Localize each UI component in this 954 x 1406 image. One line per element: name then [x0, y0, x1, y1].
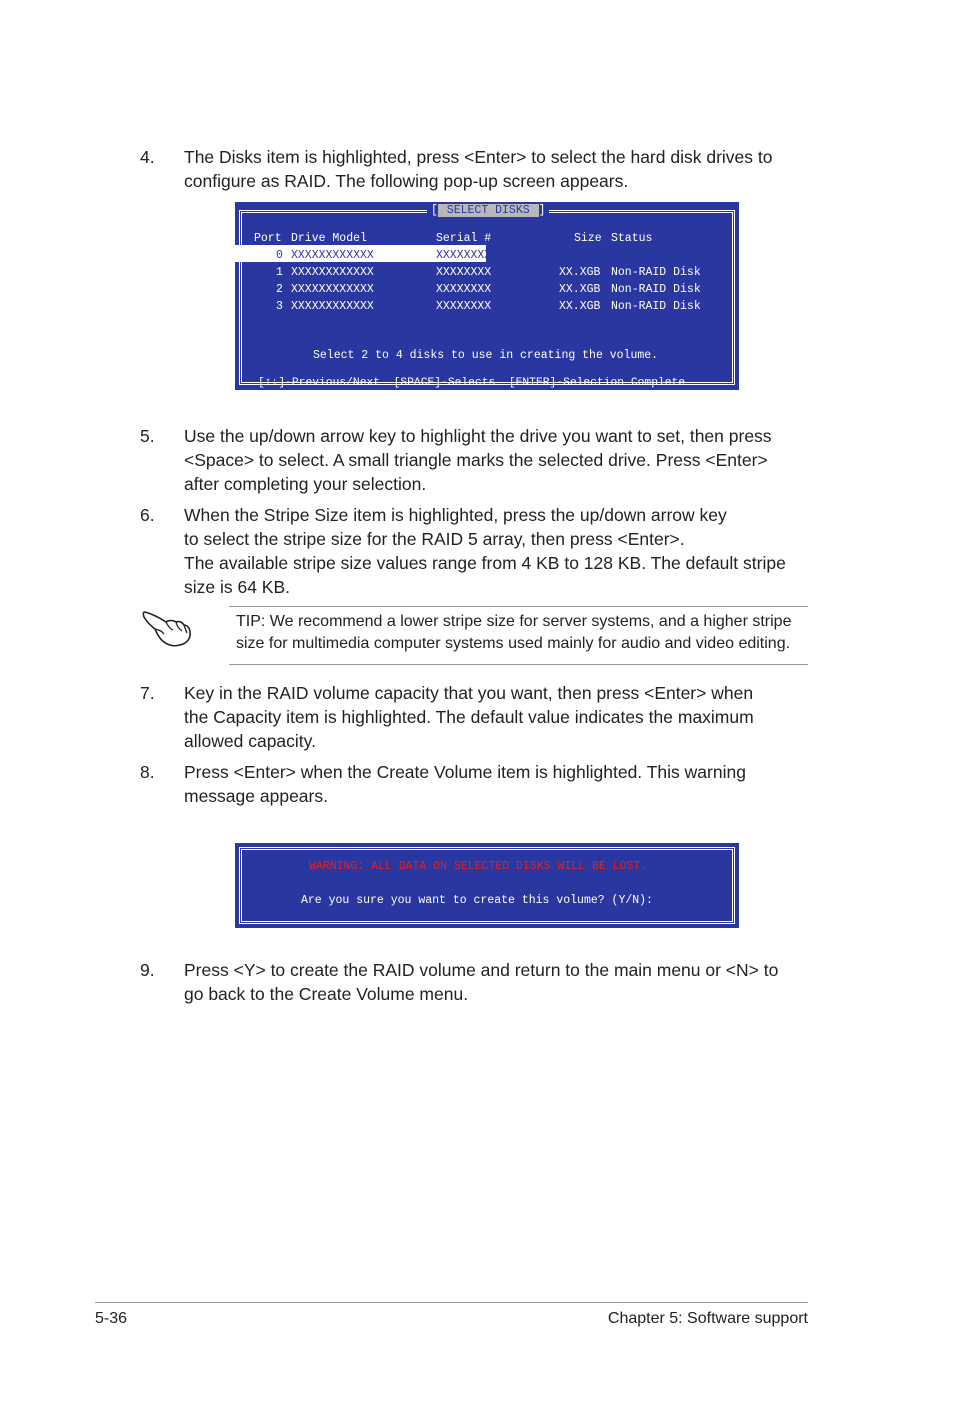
- row-1-model[interactable]: XXXXXXXXXXXX: [291, 266, 374, 279]
- row-0-model[interactable]: XXXXXXXXXXXX: [291, 249, 374, 262]
- step-text: [184, 145, 820, 193]
- row-1-size[interactable]: XX.XGB: [559, 266, 601, 279]
- text-line: after completing your selection.: [184, 474, 427, 494]
- key-help-bar: [↑↓]-Previous/Next [SPACE]-Selects [ENTER]-Selection Complete: [258, 377, 686, 389]
- row-1-serial[interactable]: XXXXXXXX: [436, 266, 492, 279]
- pointing-hand-icon: [142, 604, 194, 648]
- warning-screen: [235, 843, 739, 928]
- row-0-serial[interactable]: XXXXXXXX: [436, 249, 492, 262]
- header-port: Port: [254, 232, 282, 245]
- row-1-status[interactable]: Non-RAID Disk: [611, 266, 701, 279]
- text-line: size for multimedia computer systems used mainly for audio and video editing.: [236, 635, 791, 652]
- text-line: Key in the RAID volume capacity that you want, then press <Enter> when: [184, 683, 754, 703]
- confirm-prompt[interactable]: Are you sure you want to create this volume? (Y/N):: [301, 894, 653, 907]
- text-line: Press <Enter> when the Create Volume item is highlighted. This warning: [184, 762, 746, 782]
- step-number: 8.: [140, 762, 155, 782]
- row-2-size[interactable]: XX.XGB: [559, 283, 601, 296]
- row-3-size[interactable]: XX.XGB: [559, 300, 601, 313]
- header-serial: Serial #: [436, 232, 492, 245]
- row-3-serial[interactable]: XXXXXXXX: [436, 300, 492, 313]
- text-line: message appears.: [184, 786, 328, 806]
- step-number: 6.: [140, 505, 155, 525]
- tip-bottom-rule: [229, 664, 808, 665]
- page-number: 5-36: [95, 1310, 128, 1327]
- row-3-status[interactable]: Non-RAID Disk: [611, 300, 701, 313]
- header-status: Status: [611, 232, 653, 245]
- row-3-model[interactable]: XXXXXXXXXXXX: [291, 300, 374, 313]
- text-line: Use the up/down arrow key to highlight the drive you want to set, then press: [184, 426, 772, 446]
- text-line: TIP: We recommend a lower stripe size for server systems, and a higher stripe: [236, 613, 792, 630]
- step-text: [184, 503, 820, 599]
- text-line: The Disks item is highlighted, press <Enter> to select the hard disk drives to: [184, 147, 773, 167]
- chapter-title: Chapter 5: Software support: [607, 1310, 808, 1327]
- row-2-status[interactable]: Non-RAID Disk: [611, 283, 701, 296]
- screen-frame: [239, 847, 735, 924]
- tip-top-rule: [229, 606, 808, 607]
- row-0-size[interactable]: XX.XGB: [559, 249, 601, 262]
- text-line: When the Stripe Size item is highlighted, press the up/down arrow key: [184, 505, 727, 525]
- text-line: go back to the Create Volume menu.: [184, 984, 469, 1004]
- row-2-port[interactable]: 2: [276, 283, 283, 296]
- row-0-status[interactable]: Non-RAID Disk: [611, 249, 701, 262]
- footer-rule: [95, 1302, 808, 1303]
- header-size: Size: [574, 232, 602, 245]
- text-line: <Space> to select. A small triangle marks the selected drive. Press <Enter>: [184, 450, 768, 470]
- step-number: 7.: [140, 683, 155, 703]
- header-model: Drive Model: [291, 232, 367, 245]
- hint-text: Select 2 to 4 disks to use in creating the volume.: [313, 349, 659, 362]
- row-0-port[interactable]: 0: [276, 249, 283, 262]
- row-2-model[interactable]: XXXXXXXXXXXX: [291, 283, 374, 296]
- warning-message: WARNING: ALL DATA ON SELECTED DISKS WILL BE LOST.: [309, 860, 648, 873]
- step-text: [184, 958, 820, 1006]
- text-line: size is 64 KB.: [184, 577, 291, 597]
- tip-text: [236, 611, 811, 655]
- step-text: [184, 424, 820, 496]
- step-number: 9.: [140, 960, 155, 980]
- row-1-port[interactable]: 1: [276, 266, 283, 279]
- row-3-port[interactable]: 3: [276, 300, 283, 313]
- step-number: 4.: [140, 147, 155, 167]
- highlighted-row-bar[interactable]: [18, 245, 486, 262]
- row-2-serial[interactable]: XXXXXXXX: [436, 283, 492, 296]
- text-line: The available stripe size values range from 4 KB to 128 KB. The default stripe: [184, 553, 786, 573]
- text-line: Press <Y> to create the RAID volume and return to the main menu or <N> to: [184, 960, 779, 980]
- step-text: [184, 760, 820, 808]
- text-line: allowed capacity.: [184, 731, 316, 751]
- text-line: to select the stripe size for the RAID 5 array, then press <Enter>.: [184, 529, 685, 549]
- step-number: 5.: [140, 426, 155, 446]
- text-line: configure as RAID. The following pop-up screen appears.: [184, 171, 629, 191]
- screen-title: [ SELECT DISKS ]: [427, 204, 549, 218]
- step-text: [184, 681, 820, 753]
- text-line: the Capacity item is highlighted. The default value indicates the maximum: [184, 707, 754, 727]
